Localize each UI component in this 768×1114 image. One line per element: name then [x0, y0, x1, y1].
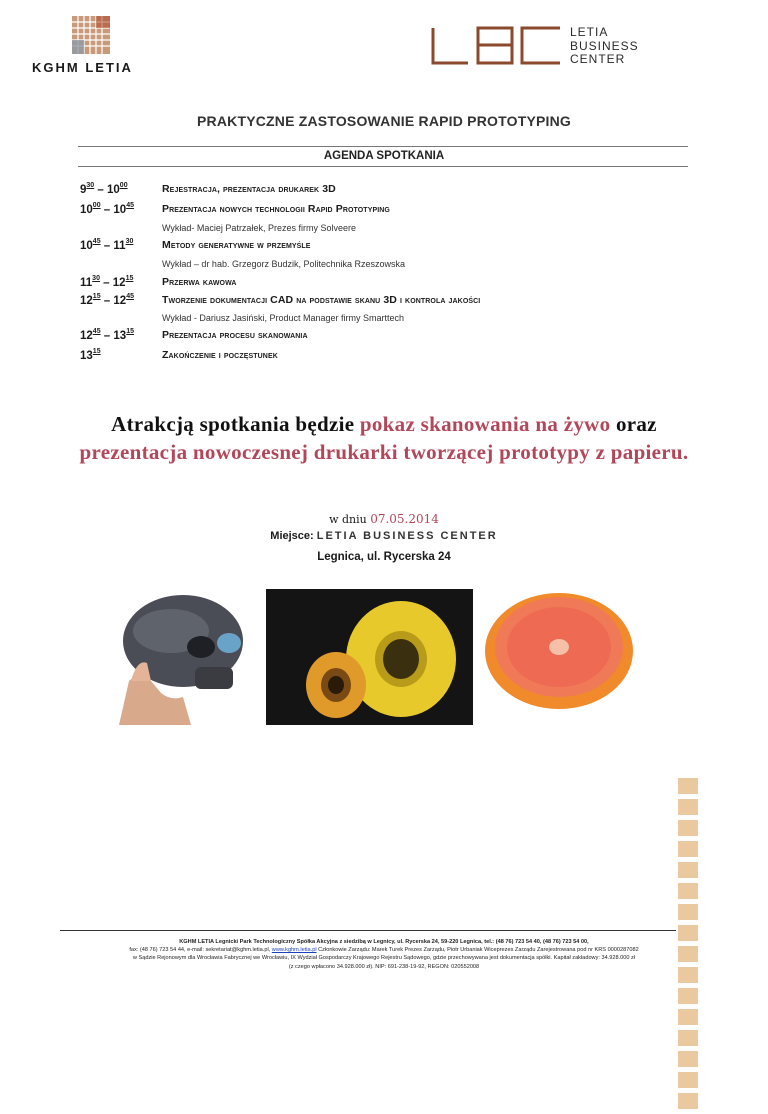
lbc-mark-icon	[430, 26, 562, 66]
photo-3d-printed-tires	[266, 589, 473, 725]
lbc-logo-text: LETIA BUSINESS CENTER	[570, 25, 639, 66]
website-link[interactable]: www.kghm.letia.pl	[271, 947, 317, 954]
agenda-row	[80, 238, 680, 256]
kghm-grid-icon	[72, 16, 110, 54]
footer-divider	[60, 930, 676, 931]
agenda-item: Prezentacja procesu skanowania	[162, 329, 308, 341]
page-title: PRAKTYCZNE ZASTOSOWANIE RAPID PROTOTYPING	[196, 113, 572, 129]
event-date: w dniu 07.05.2014	[329, 512, 439, 526]
agenda-row	[80, 182, 680, 200]
agenda-item: Tworzenie dokumentacji CAD na podstawie skanu 3D i kontrola jakości	[162, 294, 481, 306]
agenda-row	[80, 348, 680, 366]
agenda-item: Przerwa kawowa	[162, 276, 237, 288]
footer-line: fax: (48 76) 723 54 44, e-mail: sekretariat@kghm.letia.pl, www.kghm.letia.pl Członkowie Zarządu: Marek Turek Prezes Zarządu, Piotr Urbaniak Wiceprezes Zarządu Zarejestrowana pod nr KRS 0000287082	[129, 947, 639, 954]
divider	[78, 166, 688, 167]
agenda-heading: AGENDA SPOTKANIA	[323, 150, 445, 162]
agenda-time: $11^{30} - 12^{15}$	[80, 275, 134, 289]
letia-business-center-logo	[430, 26, 680, 68]
agenda-time: $9^{30} - 10^{00}$	[80, 182, 128, 196]
agenda-time: $10^{00} - 10^{45}$	[80, 202, 134, 216]
photo-grapefruit	[474, 589, 644, 725]
agenda-row	[80, 275, 680, 293]
photo-3d-skull	[91, 589, 265, 725]
agenda-item: Metody generatywne w przemyśle	[162, 239, 311, 251]
event-address: Legnica, ul. Rycerska 24	[317, 551, 451, 563]
kghm-letia-logo	[32, 16, 162, 82]
agenda-row	[80, 293, 680, 311]
agenda-time: $10^{45} - 11^{30}$	[80, 238, 134, 252]
agenda-time: $13^{15}$	[80, 348, 101, 362]
event-place: Miejsce: LETIA BUSINESS CENTER	[270, 530, 498, 542]
agenda-item: Zakończenie i poczęstunek	[162, 349, 278, 361]
footer-line: KGHM LETIA Legnicki Park Technologiczny Spółka Akcyjna z siedzibą w Legnicy, ul. Rycerska 24, 59-220 Legnica, tel.: (48 76) 723 54 40, (48 76) 723 54 00,	[179, 939, 589, 945]
agenda-lecture: Wykład- Maciej Patrzałek, Prezes firmy Solveere	[162, 223, 356, 233]
agenda-time: $12^{15} - 12^{45}$	[80, 293, 134, 307]
agenda-time: $12^{45} - 13^{15}$	[80, 328, 134, 342]
agenda-lecture: Wykład – dr hab. Grzegorz Budzik, Politechnika Rzeszowska	[162, 259, 406, 269]
agenda-lecture: Wykład - Dariusz Jasiński, Product Manager firmy Smarttech	[162, 313, 404, 323]
agenda-row	[80, 328, 680, 346]
kghm-logo-text: KGHM LETIA	[32, 60, 133, 75]
agenda-item: Rejestracja, prezentacja drukarek 3D	[162, 183, 336, 195]
footer-line: (z czego wpłacono 34.928.000 zł). NIP: 691-238-19-92, REGON: 020552008	[288, 963, 480, 970]
agenda-row	[80, 202, 680, 220]
agenda-item: Prezentacja nowych technologii Rapid Prototyping	[162, 203, 390, 215]
footer-line: w Sądzie Rejonowym dla Wrocławia Fabrycznej we Wrocławiu, IX Wydział Gospodarczy Krajowego Rejestru Sądowego, gdzie przechowywana jest dokumentacja spółki. Kapitał zakładowy: 34.928.000 zł	[132, 955, 636, 962]
footer	[0, 938, 768, 971]
attraction-statement: Atrakcją spotkania będzie pokaz skanowania na żywo oraz prezentacja nowoczesnej drukarki tworzącej prototypy z papieru.	[79, 412, 689, 464]
divider	[78, 146, 688, 147]
